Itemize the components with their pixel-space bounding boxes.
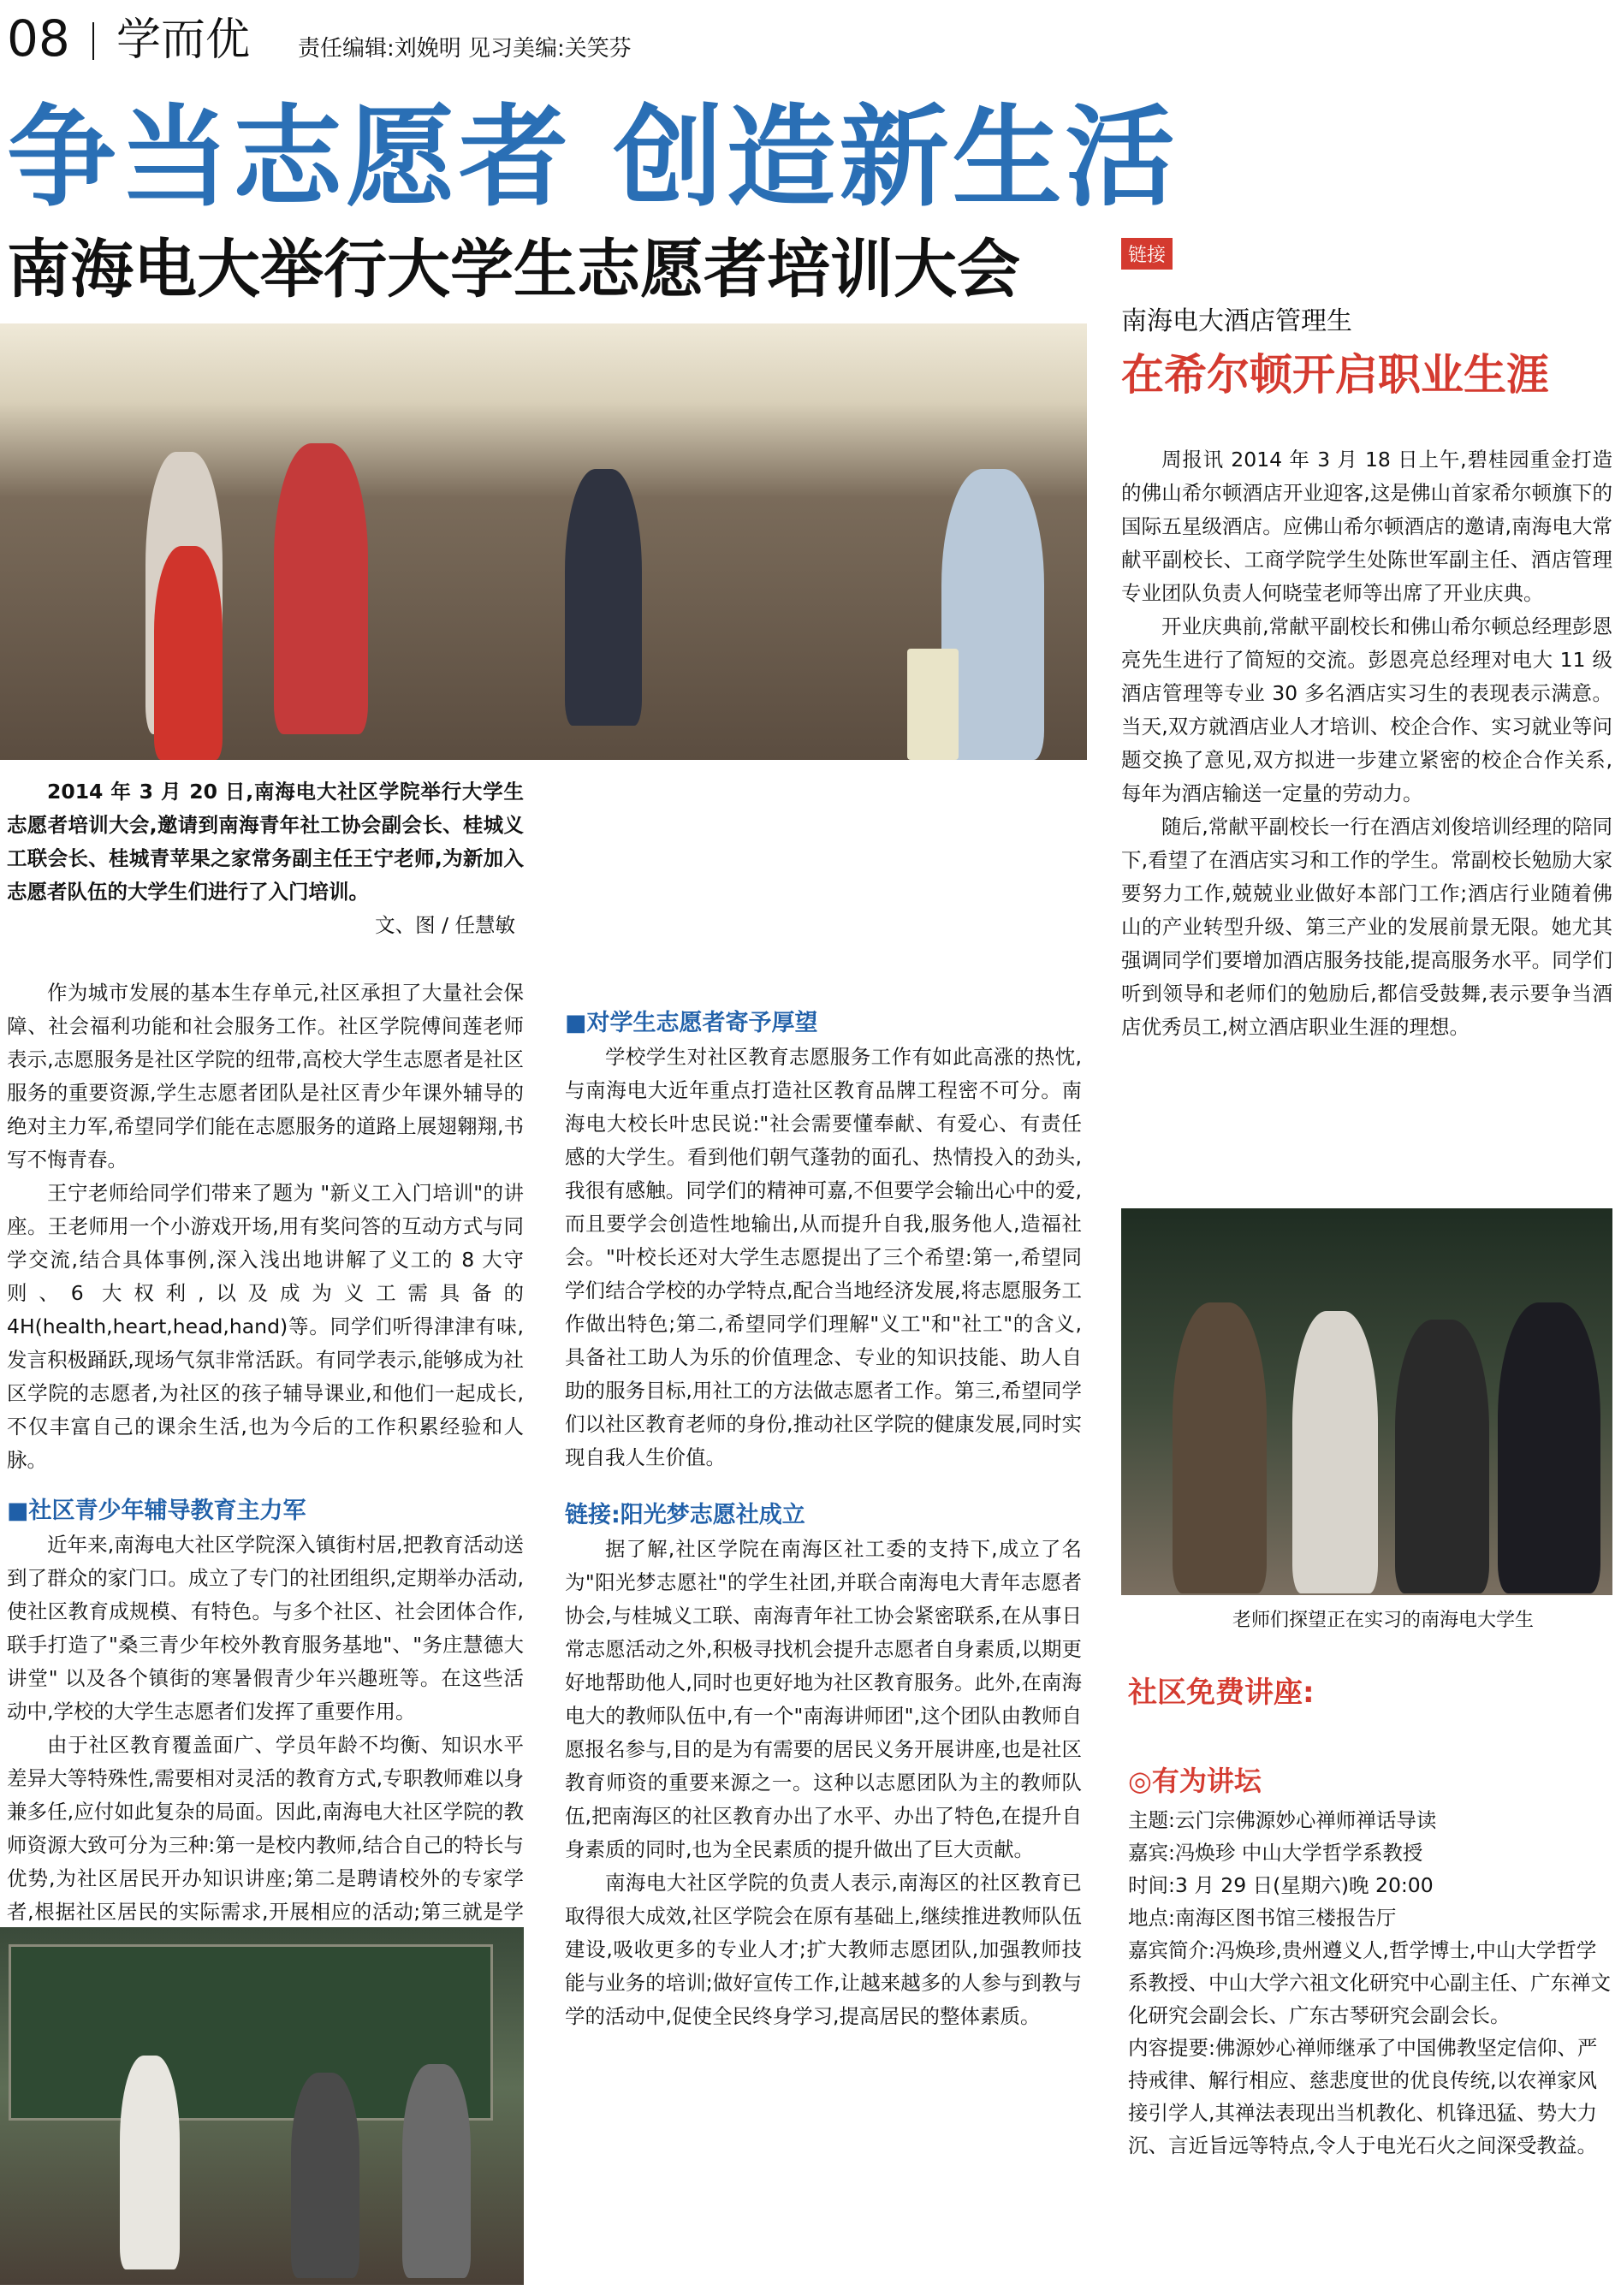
header-divider: [92, 22, 94, 60]
sidebar-title: 在希尔顿开启职业生涯: [1121, 349, 1549, 400]
lecture-summary: 内容提要:佛源妙心禅师继承了中国佛教坚定信仰、严持戒律、解行相应、慈悲度世的优良传统,以农禅家风接引学人,其禅法表现出当机教化、机锋迅猛、势大力沉、言近旨远等特点,令人于电光石火之间深受教益。: [1128, 2036, 1598, 2157]
paragraph: 据了解,社区学院在南海区社工委的支持下,成立了名为"阳光梦志愿社"的学生社团,并联合南海电大青年志愿者协会,与桂城义工联、南海青年社工协会紧密联系,在从事日常志愿活动之外,积极寻找机会提升志愿者自身素质,以期更好地帮助他人,同时也更好地为社区教育服务。此外,在南海电大的教师队伍中,有一个"南海讲师团",这个团队由教师自愿报名参与,目的是为有需要的居民义务开展讲座,也是社区教育师资的重要来源之一。这种以志愿团队为主的教师队伍,把南海区的社区教育办出了水平、办出了特色,在提升自身素质的同时,也为全民素质的提升做出了巨大贡献。: [565, 1537, 1082, 1861]
lecture-series-title: ◎有为讲坛: [1128, 1765, 1262, 1797]
subheadline: 南海电大举行大学生志愿者培训大会: [7, 233, 1020, 306]
lecture-guest: 嘉宾:冯焕珍 中山大学哲学系教授: [1128, 1841, 1423, 1865]
paragraph: 周报讯 2014 年 3 月 18 日上午,碧桂园重金打造的佛山希尔顿酒店开业迎客,这是佛山首家希尔顿旗下的国际五星级酒店。应佛山希尔顿酒店的邀请,南海电大常献平副校长、工商学院学生处陈世军副主任、酒店管理专业团队负责人何晓莹老师等出席了开业庆典。: [1121, 448, 1612, 605]
link-tag: 链接: [1121, 238, 1173, 270]
sidebar-article: [1121, 443, 1612, 1044]
article-byline: 文、图 / 任慧敏: [375, 913, 515, 937]
article-column-1: [7, 775, 524, 1996]
editor-credits: 责任编辑:刘娩明 见习美编:关笑芬: [298, 36, 632, 62]
lecture-guest-bio: 嘉宾简介:冯焕珍,贵州遵义人,哲学博士,中山大学哲学系教授、中山大学六祖文化研究中心副主任、广东禅文化研究会副会长、广东古琴研究会副会长。: [1128, 1938, 1611, 2027]
training-assembly-photo: [0, 323, 1087, 760]
paragraph: 近年来,南海电大社区学院深入镇街村居,把教育活动送到了群众的家门口。成立了专门的社团组织,定期举办活动,使社区教育成规模、有特色。与多个社区、社会团体合作,联手打造了"桑三青少年校外教育服务基地"、"务庄慧德大讲堂" 以及各个镇街的寒暑假青少年兴趣班等。在这些活动中,学校的大学生志愿者们发挥了重要作用。: [7, 1533, 524, 1723]
section-heading: ■社区青少年辅导教育主力军: [7, 1498, 306, 1524]
headline: 争当志愿者 创造新生活: [7, 94, 1179, 222]
lectures-heading: 社区免费讲座:: [1128, 1676, 1315, 1710]
sidebar-subtitle: 南海电大酒店管理生: [1121, 306, 1352, 336]
hotel-visit-photo: [1121, 1208, 1612, 1595]
paragraph: 由于社区教育覆盖面广、学员年龄不均衡、知识水平差异大等特殊性,需要相对灵活的教育方式,专职教师难以身兼多任,应付如此复杂的局面。因此,南海电大社区学院的教师资源大致可分为三种:第一是校内教师,结合自己的特长与优势,为社区居民开办知识讲座;第二是聘请校外的专家学者,根据社区居民的实际需求,开展相应的活动;第三就是学: [7, 1733, 524, 1924]
paragraph: 学校学生对社区教育志愿服务工作有如此高涨的热忱,与南海电大近年重点打造社区教育品牌工程密不可分。南海电大校长叶忠民说:"社会需要懂奉献、有爱心、有责任感的大学生。看到他们朝气蓬勃的面孔、热情投入的劲头,我很有感触。同学们的精神可嘉,不但要学会输出心中的爱,而且要学会创造性地输出,从而提升自我,服务他人,造福社会。"叶校长还对大学生志愿提出了三个希望:第一,希望同学们结合学校的办学特点,配合当地经济发展,将志愿服务工作做出特色;第二,希望同学们理解"义工"和"社工"的含义,具备社工助人为乐的价值理念、专业的知识技能、助人自助的服务目标,用社工的方法做志愿者工作。第三,希望同学们以社区教育老师的身份,推动社区学院的健康发展,同时实现自我人生价值。: [565, 1045, 1082, 1469]
paragraph: 开业庆典前,常献平副校长和佛山希尔顿总经理彭恩亮先生进行了简短的交流。彭恩亮总经理对电大 11 级酒店管理等专业 30 多名酒店实习生的表现表示满意。当天,双方就酒店业人才培训、校企合作、实习就业等问题交换了意见,双方拟进一步建立紧密的校企合作关系,每年为酒店输送一定量的劳动力。: [1121, 614, 1612, 805]
lecture-details: [1128, 1804, 1612, 2162]
paragraph: 作为城市发展的基本生存单元,社区承担了大量社会保障、社会福利功能和社会服务工作。社区学院傅间莲老师表示,志愿服务是社区学院的纽带,高校大学生志愿者是社区服务的重要资源,学生志愿者团队是社区青少年课外辅导的绝对主力军,希望同学们能在志愿服务的道路上展翅翱翔,书写不悔青春。: [7, 981, 524, 1172]
section-heading: ■对学生志愿者寄予厚望: [565, 1010, 818, 1036]
page-number: 08: [7, 9, 70, 68]
section-title: 学而优: [116, 15, 251, 66]
paragraph: 王宁老师给同学们带来了题为 "新义工入门培训"的讲座。王老师用一个小游戏开场,用有奖问答的互动方式与同学交流,结合具体事例,深入浅出地讲解了义工的 8 大守则、6 大权利,以及成为义工需具备的 4H(health,heart,head,hand)等。同学们听得津津有味,发言积极踊跃,现场气氛非常活跃。有同学表示,能够成为社区学院的志愿者,为社区的孩子辅导课业,和他们一起成长,不仅丰富自己的课余生活,也为今后的工作积累经验和人脉。: [7, 1181, 524, 1472]
lecture-venue: 地点:南海区图书馆三楼报告厅: [1128, 1906, 1397, 1930]
volunteer-training-photo: [0, 1927, 524, 2285]
paragraph: 随后,常献平副校长一行在酒店刘俊培训经理的陪同下,看望了在酒店实习和工作的学生。常副校长勉励大家要努力工作,兢兢业业做好本部门工作;酒店行业随着佛山的产业转型升级、第三产业的发展前景无限。她尤其强调同学们要增加酒店服务技能,提高服务水平。同学们听到领导和老师们的勉励后,都信受鼓舞,表示要争当酒店优秀员工,树立酒店职业生涯的理想。: [1121, 815, 1612, 1039]
paragraph: 南海电大社区学院的负责人表示,南海区的社区教育已取得很大成效,社区学院会在原有基础上,继续推进教师队伍建设,吸收更多的专业人才;扩大教师志愿团队,加强教师技能与业务的培训;做好宣传工作,让越来越多的人参与到教与学的活动中,促使全民终身学习,提高居民的整体素质。: [565, 1871, 1082, 2028]
article-column-2: [565, 775, 1082, 2033]
lecture-topic: 主题:云门宗佛源妙心禅师禅话导读: [1128, 1808, 1437, 1832]
lecture-time: 时间:3 月 29 日(星期六)晚 20:00: [1128, 1873, 1434, 1897]
article-lead: 2014 年 3 月 20 日,南海电大社区学院举行大学生志愿者培训大会,邀请到南海青年社工协会副会长、桂城义工联会长、桂城青苹果之家常务副主任王宁老师,为新加入志愿者队伍的大学生们进行了入门培训。: [7, 780, 524, 904]
section-heading: 链接:阳光梦志愿社成立: [565, 1502, 805, 1528]
photo-caption: 老师们探望正在实习的南海电大学生: [1232, 1610, 1535, 1631]
